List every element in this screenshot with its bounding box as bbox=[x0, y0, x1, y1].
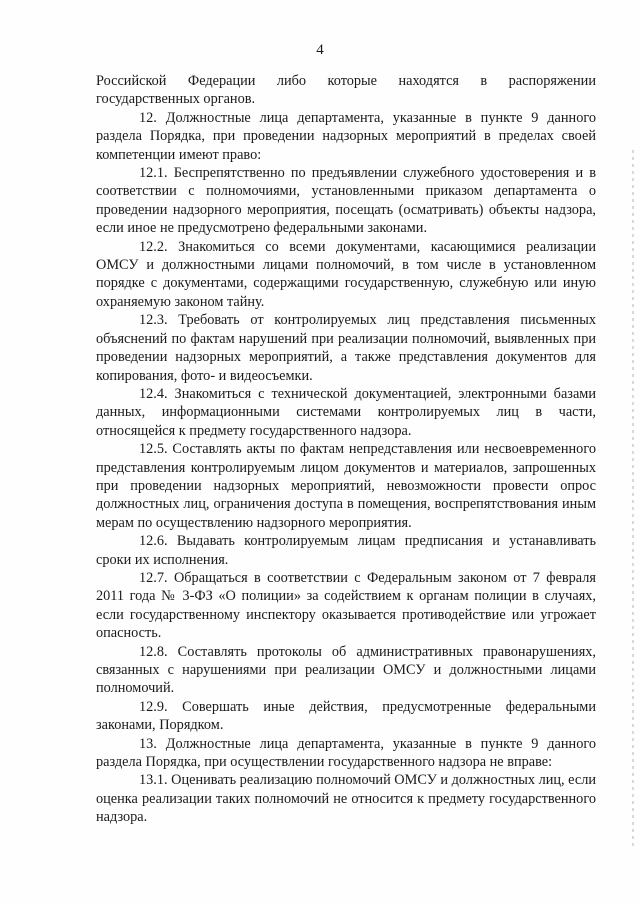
paragraph-12-8: 12.8. Составлять протоколы об административных правонарушениях, связанных с нарушениями при реализации ОМСУ и должностными лицами полномочий. bbox=[96, 643, 596, 697]
paragraph-12-3: 12.3. Требовать от контролируемых лиц представления письменных объяснений по фактам нарушений при реализации полномочий, выявленных при проведении надзорных мероприятий, а также представления документов для копирования, фото- и видеосъемки. bbox=[96, 312, 596, 384]
paragraph-12-4: 12.4. Знакомиться с технической документацией, электронными базами данных, информационными системами контролируемых лиц в части, относящейся к предмету государственного надзора. bbox=[96, 385, 596, 439]
paragraph-13: 13. Должностные лица департамента, указанные в пункте 9 данного раздела Порядка, при осуществлении государственного надзора не вправе: bbox=[96, 735, 596, 771]
paragraph-12-6: 12.6. Выдавать контролируемым лицам предписания и устанавливать сроки их исполнения. bbox=[96, 533, 596, 568]
paragraph-12-1: 12.1. Беспрепятственно по предъявлении служебного удостоверения и в соответствии с полномочиями, установленными приказом департамента о проведении надзорного мероприятия, посещать (осматривать) объекты надзора, если иное не предусмотрено федеральными законами. bbox=[96, 165, 596, 237]
paragraph-13-1: 13.1. Оценивать реализацию полномочий ОМСУ и должностных лиц, если оценка реализации таких полномочий не относится к предмету государственного надзора. bbox=[96, 772, 597, 826]
scan-edge-mark bbox=[632, 150, 634, 850]
paragraph-12: 12. Должностные лица департамента, указанные в пункте 9 данного раздела Порядка, при проведении надзорных мероприятий в пределах своей компетенции имеют право: bbox=[96, 109, 596, 163]
paragraph-12-2: 12.2. Знакомиться со всеми документами, касающимися реализации ОМСУ и должностными лицами полномочий, в том числе в установленном порядке с документами, содержащими государственную, служебную или иную охраняемую законом тайну. bbox=[96, 238, 596, 310]
paragraph-continuation: Российской Федерации либо которые находятся в распоряжении государственных органов. bbox=[96, 73, 596, 108]
page-number: 4 bbox=[316, 42, 324, 58]
paragraph-12-9: 12.9. Совершать иные действия, предусмотренные федеральными законами, Порядком. bbox=[96, 698, 596, 734]
paragraph-12-7: 12.7. Обращаться в соответствии с Федеральным законом от 7 февраля 2011 года № 3-ФЗ «О полиции» за содействием к органам полиции в случаях, если государственному инспектору оказывается противодействие или угрожает опасность. bbox=[96, 569, 596, 642]
paragraph-12-5: 12.5. Составлять акты по фактам непредставления или несвоевременного представления контролируемым лицом документов и материалов, запрошенных при проведении надзорных мероприятий, невозможности провести опрос должностных лиц, ограничения доступа в помещения, воспрепятствования иным мерам по осуществлению надзорного мероприятия. bbox=[96, 441, 596, 531]
document-body bbox=[96, 72, 596, 827]
